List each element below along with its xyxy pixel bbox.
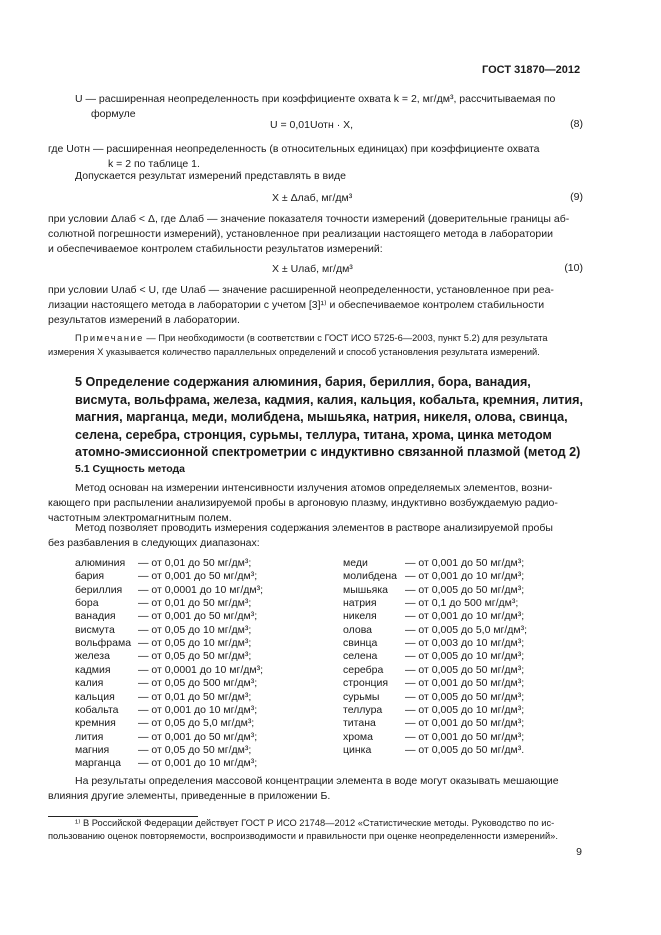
section-5-line3: магния, марганца, меди, молибдена, мышьяка, натрия, никеля, олова, свинца, xyxy=(75,410,568,424)
method-description xyxy=(48,481,582,526)
range-value: — от 0,001 до 50 мг/дм³; xyxy=(138,730,258,743)
range-value: — от 0,001 до 10 мг/дм³; xyxy=(138,757,258,770)
section-5-line1: 5 Определение содержания алюминия, бария, бериллия, бора, ванадия, xyxy=(75,375,531,389)
range-value: — от 0,001 до 50 мг/дм³; xyxy=(405,717,525,730)
note-label: Примечание xyxy=(75,333,144,343)
range-element: алюминия xyxy=(75,557,126,569)
footnote-line1: ¹⁾ В Российской Федерации действует ГОСТ Р ИСО 21748—2012 «Статистические методы. Руководство по ис- xyxy=(75,818,555,828)
interference-line1: На результаты определения массовой концентрации элемента в воде могут оказывать мешающие xyxy=(75,775,559,787)
range-element: серебра xyxy=(343,663,384,676)
range-value: — от 0,003 до 10 мг/дм³; xyxy=(405,637,525,650)
condition-2 xyxy=(48,283,582,328)
uotn-definition xyxy=(48,142,582,172)
condition-1-line1: при условии Δлаб < Δ, где Δлаб — значение показателя точности измерений (доверительные границы аб- xyxy=(48,213,570,225)
method-line3: частотным электромагнитным полем. xyxy=(48,512,232,524)
range-element: бериллия xyxy=(75,583,123,596)
range-element: хрома xyxy=(343,730,373,743)
range-value: — от 0,05 до 10 мг/дм³; xyxy=(138,623,252,636)
range-value: — от 0,0001 до 10 мг/дм³; xyxy=(138,663,263,676)
uotn-definition-line2: k = 2 по таблице 1. xyxy=(108,158,200,170)
range-element: теллура xyxy=(343,703,383,716)
uotn-definition-line1: где Uотн — расширенная неопределенность (в относительных единицах) при коэффициенте охвата xyxy=(48,143,540,155)
section-5-line4: селена, серебра, стронция, сурьмы, теллура, титана, хрома, цинка методом xyxy=(75,427,552,442)
method-line1: Метод основан на измерении интенсивности излучения атомов определяемых элементов, возни- xyxy=(75,482,553,494)
range-element: селена xyxy=(343,650,378,663)
range-element: молибдена xyxy=(343,570,397,583)
equation-10: X ± Uлаб, мг/дм³ xyxy=(272,263,353,275)
range-value: — от 0,005 до 50 мг/дм³; xyxy=(405,583,525,596)
range-value: — от 0,001 до 10 мг/дм³; xyxy=(138,703,258,716)
range-element: олова xyxy=(343,623,372,636)
page-number: 9 xyxy=(576,846,582,858)
range-value: — от 0,005 до 50 мг/дм³; xyxy=(405,663,525,676)
equation-8: U = 0,01Uотн · X, xyxy=(270,119,354,131)
allowed-text: Допускается результат измерений представлять в виде xyxy=(75,170,346,182)
interference-text xyxy=(48,774,582,804)
interference-line2: влияния другие элементы, приведенные в приложении Б. xyxy=(48,790,331,802)
range-value: — от 0,005 до 50 мг/дм³; xyxy=(405,690,525,703)
range-value: — от 0,05 до 50 мг/дм³; xyxy=(138,650,252,663)
range-value: — от 0,001 до 50 мг/дм³; xyxy=(138,610,258,623)
range-value: — от 0,05 до 50 мг/дм³; xyxy=(138,743,252,756)
range-value: — от 0,05 до 5,0 мг/дм³; xyxy=(138,717,255,730)
condition-2-line2: лизации настоящего метода в лаборатории с учетом [3]¹⁾ и обеспечиваемое контролем стабильности xyxy=(48,299,545,311)
range-element: меди xyxy=(343,557,368,569)
range-value: — от 0,05 до 10 мг/дм³; xyxy=(138,637,252,650)
section-5-heading xyxy=(75,374,595,462)
u-definition-line2: формуле xyxy=(91,108,136,120)
range-value: — от 0,01 до 50 мг/дм³; xyxy=(138,557,252,569)
range-value: — от 0,0001 до 10 мг/дм³; xyxy=(138,583,263,596)
range-value: — от 0,005 до 50 мг/дм³. xyxy=(405,743,525,756)
range-element: цинка xyxy=(343,743,372,756)
range-element: магния xyxy=(75,743,110,756)
range-element: вольфрама xyxy=(75,637,132,650)
range-value: — от 0,001 до 50 мг/дм³; xyxy=(405,677,525,690)
ranges-intro-line1: Метод позволяет проводить измерения содержания элементов в растворе анализируемой пробы xyxy=(75,522,553,534)
range-value: — от 0,01 до 50 мг/дм³; xyxy=(138,690,252,703)
range-element: бора xyxy=(75,597,99,610)
method-line2: кающего при распылении анализируемой пробы в аргоновую плазму, индуктивно возбуждаемую радио- xyxy=(48,497,558,509)
range-value: — от 0,001 до 50 мг/дм³; xyxy=(405,730,525,743)
range-element: натрия xyxy=(343,597,377,610)
range-value: — от 0,005 до 5,0 мг/дм³; xyxy=(405,623,528,636)
condition-2-line3: результатов измерений в лаборатории. xyxy=(48,314,240,326)
equation-8-number: (8) xyxy=(570,118,583,130)
range-element: стронция xyxy=(343,677,389,690)
section-5-line2: висмута, вольфрама, железа, кадмия, калия, кальция, кобальта, кремния, лития, xyxy=(75,392,583,407)
condition-2-line1: при условии Uлаб < U, где Uлаб — значение расширенной неопределенности, установленное при реа- xyxy=(48,284,554,296)
range-element: ванадия xyxy=(75,610,116,623)
range-element: железа xyxy=(75,650,110,663)
note-block xyxy=(48,331,585,359)
range-element: бария xyxy=(75,570,105,583)
range-element: калия xyxy=(75,677,104,690)
range-value: — от 0,001 до 50 мг/дм³; xyxy=(138,570,258,583)
range-value: — от 0,001 до 50 мг/дм³; xyxy=(405,557,525,569)
range-element: марганца xyxy=(75,757,121,770)
range-value: — от 0,001 до 10 мг/дм³; xyxy=(405,570,525,583)
footnote xyxy=(48,817,582,843)
range-element: кальция xyxy=(75,690,115,703)
ranges-intro xyxy=(48,521,582,551)
range-value: — от 0,005 до 10 мг/дм³; xyxy=(405,703,525,716)
equation-9-number: (9) xyxy=(570,191,583,203)
u-definition-line1: U — расширенная неопределенность при коэффициенте охвата k = 2, мг/дм³, рассчитываемая по xyxy=(75,93,556,105)
range-element: сурьмы xyxy=(343,690,380,703)
subsection-5-1-heading: 5.1 Сущность метода xyxy=(75,463,186,475)
range-element: титана xyxy=(343,717,376,730)
footnote-line2: пользованию оценок повторяемости, воспроизводимости и правильности при оценке неопределенности измерений». xyxy=(48,831,558,841)
note-line1: — При необходимости (в соответствии с ГОСТ ИСО 5725-6—2003, пункт 5.2) для результата xyxy=(146,333,548,343)
note-line2: измерения X указывается количество параллельных определений и способ установления результата измерений. xyxy=(48,347,540,357)
range-element: никеля xyxy=(343,610,377,623)
range-value: — от 0,001 до 10 мг/дм³; xyxy=(405,610,525,623)
range-element: кобальта xyxy=(75,703,119,716)
section-5-line5: атомно-эмиссионной спектрометрии с индуктивно связанной плазмой (метод 2) xyxy=(75,445,581,459)
equation-10-number: (10) xyxy=(564,262,583,274)
ranges-intro-line2: без разбавления в следующих диапазонах: xyxy=(48,537,260,549)
condition-1-line3: и обеспечиваемое контролем стабильности результатов измерений: xyxy=(48,243,383,255)
range-element: свинца xyxy=(343,637,378,650)
range-value: — от 0,005 до 10 мг/дм³; xyxy=(405,650,525,663)
range-value: — от 0,01 до 50 мг/дм³; xyxy=(138,597,252,610)
range-element: висмута xyxy=(75,623,115,636)
condition-1 xyxy=(48,212,582,257)
condition-1-line2: солютной погрешности измерений), установленное при реализации настоящего метода в лаборатории xyxy=(48,228,553,240)
range-element: лития xyxy=(75,730,104,743)
equation-9: X ± Δлаб, мг/дм³ xyxy=(272,192,353,204)
document-header: ГОСТ 31870—2012 xyxy=(482,64,581,76)
range-value: — от 0,1 до 500 мг/дм³; xyxy=(405,597,519,610)
range-value: — от 0,05 до 500 мг/дм³; xyxy=(138,677,258,690)
range-element: кадмия xyxy=(75,663,111,676)
range-element: кремния xyxy=(75,717,116,730)
range-element: мышьяка xyxy=(343,583,389,596)
